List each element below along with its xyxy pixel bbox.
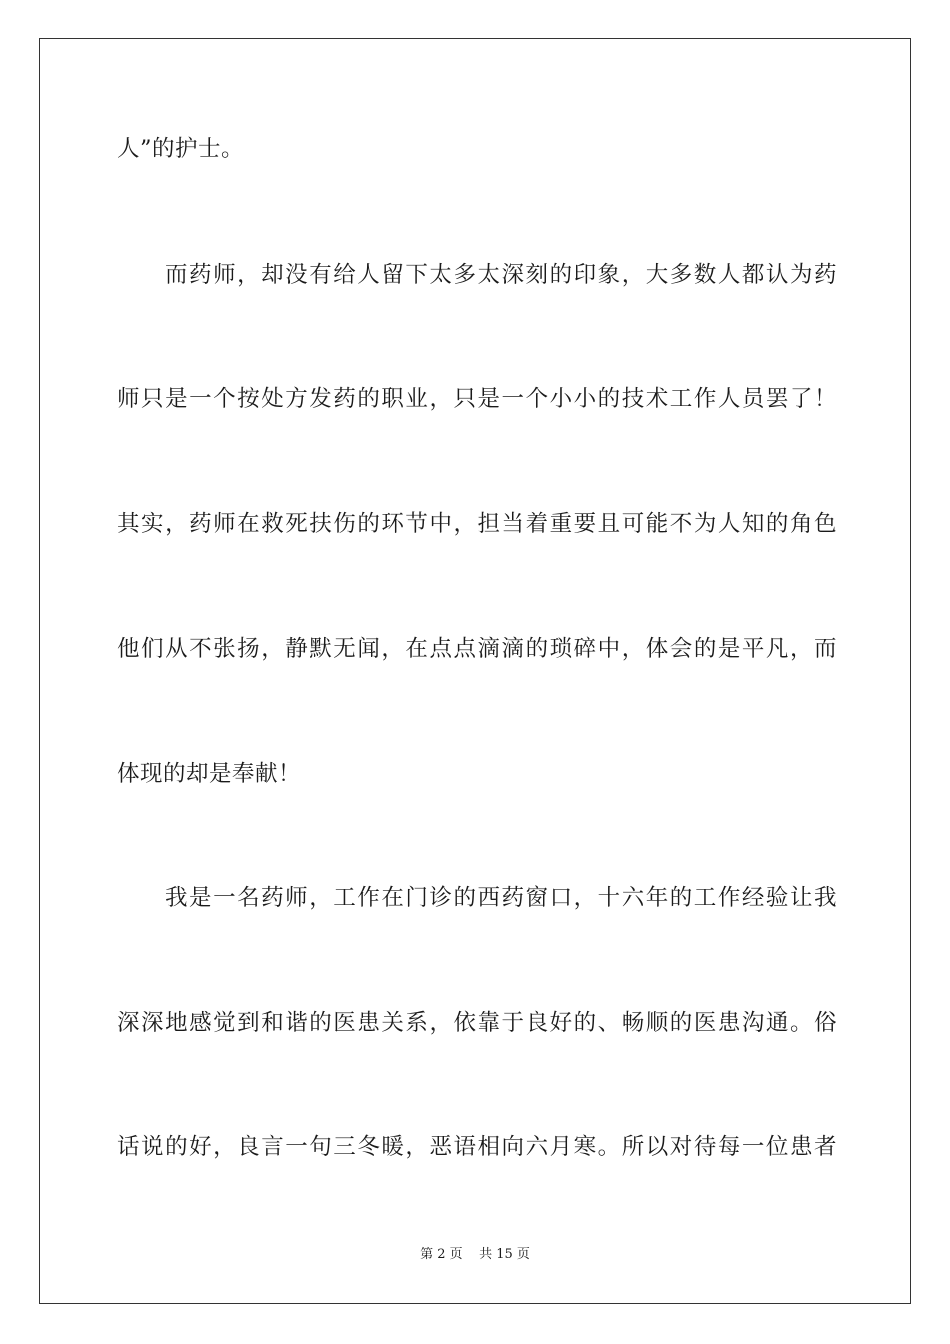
text-line: 他们从不张扬，静默无闻，在点点滴滴的琐碎中，体会的是平凡，而	[117, 636, 837, 662]
page-number-footer: 第 2 页 共 15 页	[420, 1247, 530, 1262]
text-line: 师只是一个按处方发药的职业，只是一个小小的技术工作人员罢了！	[117, 386, 837, 412]
text-line: 深深地感觉到和谐的医患关系，依靠于良好的、畅顺的医患沟通。俗	[117, 1010, 837, 1036]
text-line: 而药师，却没有给人留下太多太深刻的印象，大多数人都认为药	[165, 262, 837, 288]
text-line: 人”的护士。	[117, 136, 245, 162]
text-line: 话说的好，良言一句三冬暖，恶语相向六月寒。所以对待每一位患者	[117, 1134, 837, 1160]
page-border	[39, 38, 911, 1304]
text-line: 其实，药师在救死扶伤的环节中，担当着重要且可能不为人知的角色	[117, 511, 837, 537]
text-line: 体现的却是奉献！	[117, 761, 302, 787]
text-line: 我是一名药师，工作在门诊的西药窗口，十六年的工作经验让我	[165, 885, 837, 911]
